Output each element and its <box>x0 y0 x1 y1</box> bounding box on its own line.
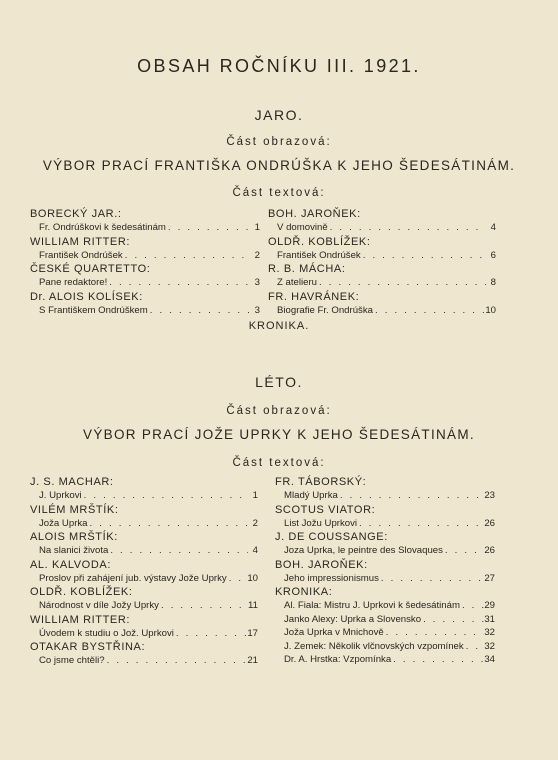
entry-line <box>30 221 260 235</box>
entry-title: S Františkem Ondrúškem <box>39 304 148 316</box>
dot-leader <box>227 572 248 585</box>
entry-page-number: 11 <box>248 600 258 611</box>
entry-title: Co jsme chtěli? <box>39 655 105 666</box>
entry-author: KRONIKA: <box>275 586 333 598</box>
dot-leader <box>166 221 250 234</box>
entry-page-number: 2 <box>254 249 260 261</box>
entry-author: J. S. MACHAR: <box>30 476 114 488</box>
entry-author: R. B. MÁCHA: <box>268 263 346 275</box>
entry-line <box>30 489 258 503</box>
entry-author: FR. TÁBORSKÝ: <box>275 476 367 488</box>
dot-leader <box>460 599 484 612</box>
dot-leader <box>148 304 250 317</box>
entry-page-number: 2 <box>252 517 258 529</box>
contents-entry <box>30 530 258 558</box>
entry-page-number: 26 <box>484 545 495 556</box>
entry-line <box>30 276 260 290</box>
entry-line <box>268 276 496 290</box>
dot-leader <box>391 653 484 666</box>
entry-page-number: 34 <box>484 654 495 665</box>
contents-entry <box>268 207 496 235</box>
contents-entry <box>30 503 258 531</box>
entry-page-number: 4 <box>252 545 258 556</box>
entry-title: V domovině <box>277 222 328 233</box>
dot-leader <box>384 626 485 639</box>
jaro-right-column <box>268 207 496 317</box>
entry-title: Biografie Fr. Ondrúška <box>277 304 373 316</box>
entry-title: J. Zemek: Několik vlčnovských vzpomínek <box>284 640 464 652</box>
entry-title: Proslov při zahájení jub. výstavy Jože Uprky <box>39 572 227 584</box>
entry-line <box>268 221 496 235</box>
entry-author: AL. KALVODA: <box>30 558 111 571</box>
entry-author: OTAKAR BYSTŘINA: <box>30 641 146 653</box>
entry-line <box>275 544 495 558</box>
part-image-heading: Část obrazová: <box>226 405 332 417</box>
dot-leader <box>108 544 248 557</box>
entry-page-number: 29 <box>484 600 495 611</box>
season-heading-jaro: JARO. <box>254 107 304 123</box>
dot-leader <box>443 544 484 557</box>
entry-title: Joža Uprka <box>39 517 88 529</box>
dot-leader <box>464 640 485 653</box>
entry-author: J. DE COUSSANGE: <box>275 531 388 543</box>
page-title: OBSAH ROČNÍKU III. 1921. <box>137 56 421 76</box>
entry-title: Al. Fiala: Mistru J. Uprkovi k šedesátinám <box>284 600 460 611</box>
contents-entry <box>30 475 258 503</box>
leto-right-column <box>275 475 495 667</box>
entry-line <box>275 613 495 627</box>
part-image-heading: Část obrazová: <box>226 136 332 148</box>
entry-line <box>30 304 260 318</box>
entry-title: Úvodem k studiu o Jož. Uprkovi <box>39 627 174 639</box>
dot-leader <box>328 221 486 234</box>
section-title-jaro: VÝBOR PRACÍ FRANTIŠKA ONDRÚŠKA K JEHO ŠEDESÁTINÁM. <box>42 158 516 173</box>
dot-leader <box>159 599 248 612</box>
dot-leader <box>338 489 484 502</box>
dot-leader <box>174 627 247 640</box>
dot-leader <box>421 613 484 626</box>
contents-entry <box>275 558 495 586</box>
entry-title: Joža Uprka v Mnichově <box>284 627 384 638</box>
entry-page-number: 1 <box>252 490 258 501</box>
entry-author: SCOTUS VIATOR: <box>275 503 376 516</box>
entry-title: František Ondrúšek <box>39 249 123 261</box>
entry-page-number: 3 <box>254 304 260 316</box>
entry-line <box>30 572 258 586</box>
contents-entry <box>30 235 260 263</box>
entry-line <box>30 654 258 668</box>
contents-entry <box>275 585 495 667</box>
dot-leader <box>317 276 486 289</box>
entry-page-number: 10 <box>247 572 258 584</box>
dot-leader <box>361 249 486 262</box>
entry-title: Dr. A. Hrstka: Vzpomínka <box>284 654 392 665</box>
entry-line <box>30 627 258 641</box>
entry-line <box>275 626 495 640</box>
entry-title: Pane redaktore! <box>39 277 108 288</box>
entry-page-number: 8 <box>490 277 496 288</box>
contents-entry <box>30 613 258 641</box>
entry-title: List Jožu Uprkovi <box>284 517 358 529</box>
entry-page-number: 32 <box>484 640 495 652</box>
dot-leader <box>357 517 484 530</box>
dot-leader <box>379 572 484 585</box>
dot-leader <box>107 276 250 289</box>
part-text-heading: Část textová: <box>232 187 326 199</box>
entry-page-number: 27 <box>484 572 495 584</box>
dot-leader <box>373 304 485 317</box>
entry-page-number: 31 <box>484 613 495 625</box>
jaro-left-column <box>30 207 260 317</box>
entry-page-number: 32 <box>484 627 495 638</box>
entry-title: Z atelieru <box>277 277 317 288</box>
entry-author: WILLIAM RITTER: <box>30 235 131 248</box>
entry-page-number: 1 <box>254 222 260 233</box>
entry-author: OLDŘ. KOBLÍŽEK: <box>268 235 371 248</box>
entry-page-number: 21 <box>247 655 258 666</box>
entry-author: WILLIAM RITTER: <box>30 613 131 626</box>
entry-title: Joza Uprka, le peintre des Slovaques <box>284 545 443 556</box>
entry-line <box>275 599 495 613</box>
dot-leader <box>88 517 248 530</box>
entry-title: Národnost v díle Jožy Uprky <box>39 600 159 611</box>
entry-author: VILÉM MRŠTÍK: <box>30 503 119 516</box>
entry-title: Na slanici života <box>39 545 109 556</box>
entry-title: Mladý Uprka <box>284 490 338 501</box>
contents-entry <box>30 640 258 668</box>
entry-page-number: 10 <box>485 304 496 316</box>
entry-page-number: 23 <box>484 490 495 501</box>
entry-line <box>275 640 495 654</box>
kronika-heading: KRONIKA. <box>248 320 310 332</box>
entry-line <box>268 249 496 263</box>
entry-author: BOH. JAROŇEK: <box>275 558 368 571</box>
entry-title: J. Uprkovi <box>39 490 82 501</box>
entry-author: OLDŘ. KOBLÍŽEK: <box>30 586 133 598</box>
part-text-heading: Část textová: <box>232 457 326 469</box>
contents-entry <box>30 262 260 290</box>
entry-line <box>275 653 495 667</box>
entry-line <box>268 304 496 318</box>
entry-page-number: 6 <box>490 249 496 261</box>
entry-author: BOH. JAROŇEK: <box>268 208 361 220</box>
entry-line <box>275 572 495 586</box>
contents-entry <box>275 503 495 531</box>
entry-page-number: 3 <box>254 277 260 288</box>
entry-title: František Ondrúšek <box>277 249 361 261</box>
entry-line <box>275 517 495 531</box>
entry-line <box>30 249 260 263</box>
entry-line <box>275 489 495 503</box>
contents-entry <box>268 290 496 318</box>
entry-line <box>30 544 258 558</box>
contents-entry <box>268 235 496 263</box>
entry-author: ČESKÉ QUARTETTO: <box>30 263 151 275</box>
leto-left-column <box>30 475 258 668</box>
entry-page-number: 26 <box>484 517 495 529</box>
contents-entry <box>30 585 258 613</box>
contents-entry <box>30 290 260 318</box>
entry-title: Jeho impressionismus <box>284 572 379 584</box>
entry-line <box>30 599 258 613</box>
contents-entry <box>30 207 260 235</box>
entry-line <box>30 517 258 531</box>
dot-leader <box>123 249 250 262</box>
entry-page-number: 4 <box>490 222 496 233</box>
entry-title: Fr. Ondrúškovi k šedesátinám <box>39 222 166 233</box>
season-heading-leto: LÉTO. <box>255 374 303 390</box>
contents-entry <box>268 262 496 290</box>
contents-entry <box>275 475 495 503</box>
entry-author: Dr. ALOIS KOLÍSEK: <box>30 290 143 303</box>
entry-title: Janko Alexy: Uprka a Slovensko <box>284 613 422 625</box>
entry-author: FR. HAVRÁNEK: <box>268 290 360 303</box>
dot-leader <box>82 489 248 502</box>
dot-leader <box>105 654 248 667</box>
entry-author: ALOIS MRŠTÍK: <box>30 531 118 543</box>
contents-entry <box>30 558 258 586</box>
section-title-leto: VÝBOR PRACÍ JOŽE UPRKY K JEHO ŠEDESÁTINÁM. <box>83 427 475 442</box>
entry-author: BORECKÝ JAR.: <box>30 208 122 220</box>
contents-entry <box>275 530 495 558</box>
entry-page-number: 17 <box>247 627 258 639</box>
